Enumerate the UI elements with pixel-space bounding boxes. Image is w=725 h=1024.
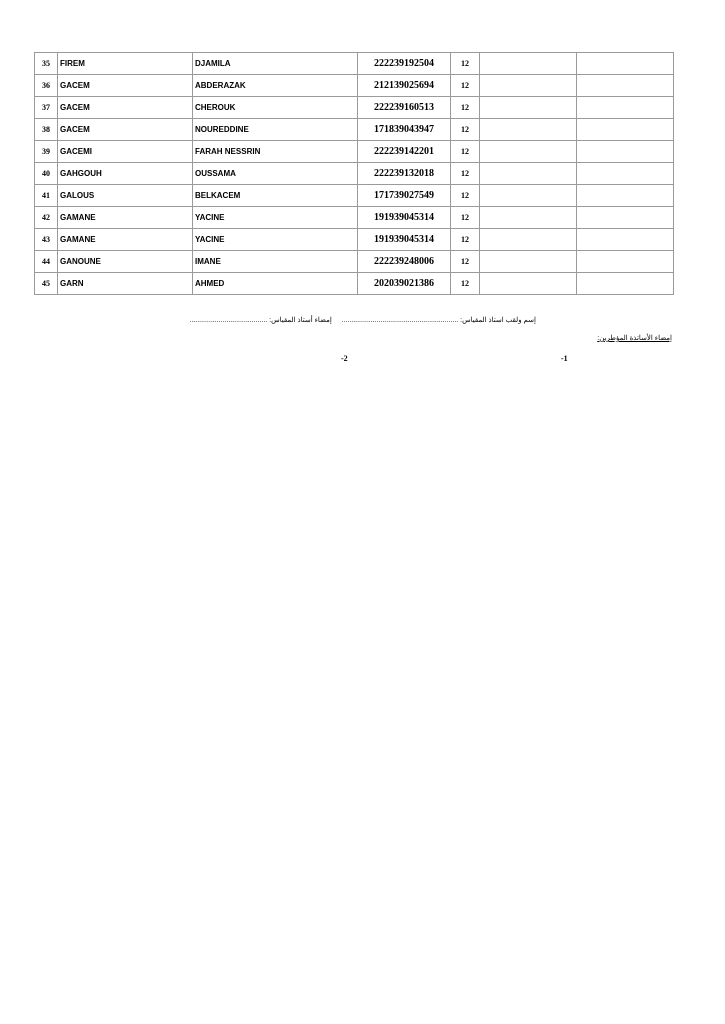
table-row <box>35 75 674 97</box>
grade: 12 <box>451 141 480 163</box>
last-name: GACEM <box>58 75 193 97</box>
first-name: FARAH NESSRIN <box>193 141 358 163</box>
table-row <box>35 251 674 273</box>
grade: 12 <box>451 185 480 207</box>
professor-line <box>166 316 536 324</box>
empty-cell <box>480 141 577 163</box>
empty-cell <box>480 53 577 75</box>
student-roster-table <box>34 52 674 295</box>
last-name: FIREM <box>58 53 193 75</box>
student-id: 222239248006 <box>358 251 451 273</box>
table-row <box>35 185 674 207</box>
empty-cell <box>577 53 674 75</box>
grade: 12 <box>451 163 480 185</box>
empty-cell <box>480 119 577 141</box>
last-name: GAMANE <box>58 229 193 251</box>
table-row <box>35 207 674 229</box>
row-number: 38 <box>35 119 58 141</box>
proctors-signature-label: إمضاء الأساتذة المؤطرين: <box>597 335 672 342</box>
first-name: CHEROUK <box>193 97 358 119</box>
empty-cell <box>480 207 577 229</box>
grade: 12 <box>451 273 480 295</box>
student-id: 212139025694 <box>358 75 451 97</box>
row-number: 39 <box>35 141 58 163</box>
row-number: 41 <box>35 185 58 207</box>
empty-cell <box>480 229 577 251</box>
grade: 12 <box>451 251 480 273</box>
row-number: 44 <box>35 251 58 273</box>
table-row <box>35 119 674 141</box>
professor-name-label: إسم ولقب استاذ المقياس: ............................................................ <box>341 317 536 324</box>
professor-signature-label: إمضاء أستاذ المقياس: ........................................ <box>189 317 332 324</box>
empty-cell <box>577 75 674 97</box>
first-name: NOUREDDINE <box>193 119 358 141</box>
empty-cell <box>480 273 577 295</box>
empty-cell <box>577 207 674 229</box>
last-name: GACEM <box>58 119 193 141</box>
table-row <box>35 97 674 119</box>
table-row <box>35 163 674 185</box>
first-name: AHMED <box>193 273 358 295</box>
empty-cell <box>577 251 674 273</box>
grade: 12 <box>451 97 480 119</box>
grade: 12 <box>451 229 480 251</box>
proctor-1-number: -1 <box>561 354 568 363</box>
empty-cell <box>480 251 577 273</box>
last-name: GANOUNE <box>58 251 193 273</box>
student-id: 222239192504 <box>358 53 451 75</box>
student-id: 171739027549 <box>358 185 451 207</box>
grade: 12 <box>451 119 480 141</box>
last-name: GALOUS <box>58 185 193 207</box>
row-number: 35 <box>35 53 58 75</box>
first-name: IMANE <box>193 251 358 273</box>
row-number: 42 <box>35 207 58 229</box>
grade: 12 <box>451 75 480 97</box>
student-id: 222239142201 <box>358 141 451 163</box>
grade: 12 <box>451 207 480 229</box>
first-name: DJAMILA <box>193 53 358 75</box>
first-name: BELKACEM <box>193 185 358 207</box>
student-id: 222239160513 <box>358 97 451 119</box>
last-name: GACEMI <box>58 141 193 163</box>
empty-cell <box>577 141 674 163</box>
first-name: YACINE <box>193 229 358 251</box>
last-name: GARN <box>58 273 193 295</box>
last-name: GACEM <box>58 97 193 119</box>
empty-cell <box>577 185 674 207</box>
table-row <box>35 141 674 163</box>
table-row <box>35 53 674 75</box>
empty-cell <box>577 119 674 141</box>
empty-cell <box>577 163 674 185</box>
row-number: 43 <box>35 229 58 251</box>
first-name: YACINE <box>193 207 358 229</box>
row-number: 37 <box>35 97 58 119</box>
row-number: 36 <box>35 75 58 97</box>
row-number: 40 <box>35 163 58 185</box>
first-name: OUSSAMA <box>193 163 358 185</box>
empty-cell <box>480 163 577 185</box>
last-name: GAHGOUH <box>58 163 193 185</box>
empty-cell <box>577 229 674 251</box>
empty-cell <box>480 75 577 97</box>
first-name: ABDERAZAK <box>193 75 358 97</box>
student-id: 202039021386 <box>358 273 451 295</box>
student-id: 191939045314 <box>358 207 451 229</box>
grade: 12 <box>451 53 480 75</box>
table-row <box>35 229 674 251</box>
empty-cell <box>480 97 577 119</box>
empty-cell <box>577 273 674 295</box>
last-name: GAMANE <box>58 207 193 229</box>
empty-cell <box>480 185 577 207</box>
proctor-2-number: -2 <box>341 354 348 363</box>
row-number: 45 <box>35 273 58 295</box>
student-id: 222239132018 <box>358 163 451 185</box>
student-id: 191939045314 <box>358 229 451 251</box>
table-row <box>35 273 674 295</box>
roster-body <box>35 53 674 295</box>
empty-cell <box>577 97 674 119</box>
student-id: 171839043947 <box>358 119 451 141</box>
